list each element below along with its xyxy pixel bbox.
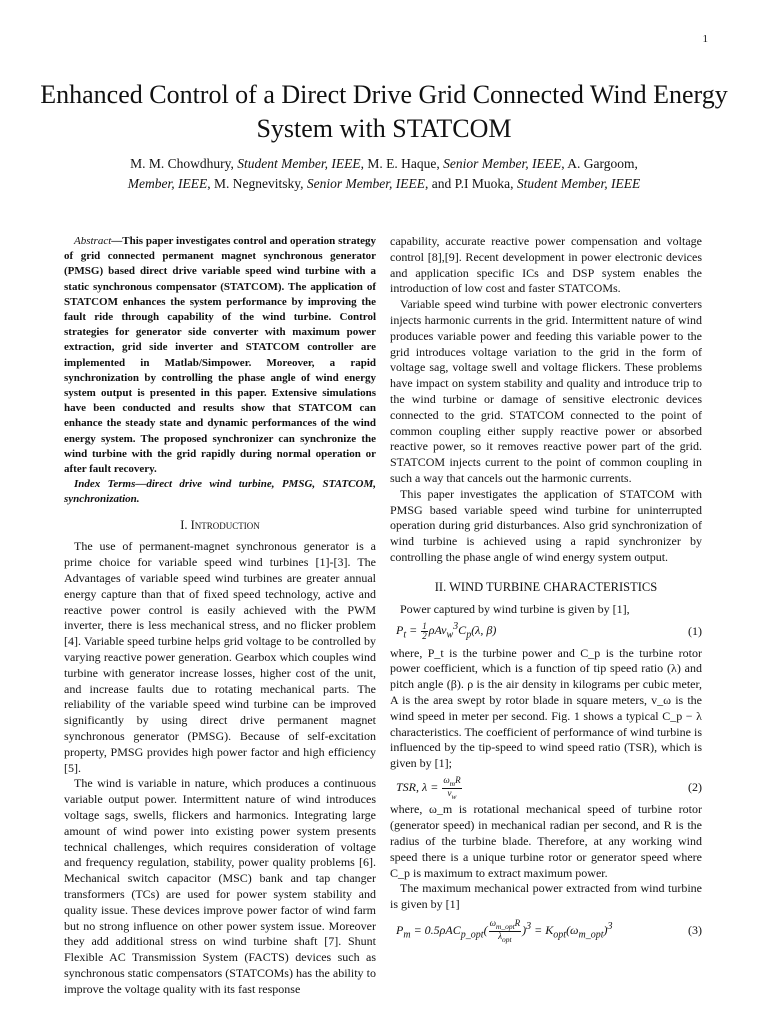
index-terms: Index Terms—direct drive wind turbine, PMSG, STATCOM, synchronization. [64, 478, 376, 506]
equation-3-number: (3) [688, 923, 702, 938]
intro-paragraph-1: The use of permanent-magnet synchronous generator is a prime choice for variable speed wind turbines [1]-[3]. The Advantages of variable speed wind turbines are greater annual energy capture than that of fixed speed technology, active and reactive power control is easily achieved with the PWM inverter, there is less mechanical stress, and no flicker problem [4]. Variable speed turbine helps grid voltage to be controlled by varying reactive power generation. Gearbox which couples wind turbine with generator increase losses, higher cost of the unit, and increase faults due to rotating mechanical parts. The reliability of the variable speed wind turbine can be improved significantly by using direct drive permanent magnet synchronous generator (PMSG). Because of self-excitation property, PMSG provides high power factor and high efficiency [5]. [64, 539, 376, 775]
author-2: , M. E. Haque, [360, 156, 444, 171]
abstract-label: Abstract [74, 235, 112, 247]
author-2-role: Senior Member, IEEE [443, 156, 562, 171]
section-1-title: Introduction [190, 517, 260, 532]
equation-2-body: TSR, λ = $\frac{\omega_mR}{v_w}$ [396, 774, 461, 801]
equation-2 [390, 776, 702, 801]
author-4-role: Senior Member, IEEE [306, 176, 425, 191]
abstract-text: —This paper investigates control and operation strategy of grid connected permanent magnet synchronous generator (PMSG) based direct drive variable speed wind turbine with a static synchronous compensator (STATCOM). The application of STATCOM enhances the system performance by improving the fault ride through capability of the wind turbine. Control strategies for generator side converter with maximum power extraction, grid side inverter and STATCOM controller are implemented in Matlab/Simpower. Moreover, a rapid synchronization by controlling the phase angle of wind energy system output is presented in this paper. Extensive simulations have been conducted and results show that STATCOM can enhance the steady state and dynamic performances of the wind energy system. The proposed synchronizer can synchronize the wind turbine with the grid rapidly during normal operation or after fault recovery. [64, 235, 376, 476]
author-4: , M. Negnevitsky, [207, 176, 307, 191]
paper-title: Enhanced Control of a Direct Drive Grid Connected Wind Energy System with STATCOM [40, 80, 728, 143]
equation-2-explanation: where, ω_m is rotational mechanical speed of turbine rotor (generator speed) in mechanical radian per second, and R is the radius of the turbine blade. Therefore, at any working wind speed there is a unique turbine rotor or generator speed where C_p is maximum to extract maximum power. [390, 802, 702, 880]
abstract [64, 234, 376, 477]
author-5-role: Student Member, IEEE [516, 176, 641, 191]
section-2-heading: II. WIND TURBINE CHARACTERISTICS [434, 579, 658, 594]
author-list [40, 154, 728, 194]
power-capture-intro: Power captured by wind turbine is given by [1], [400, 601, 630, 616]
intro-paragraph-4: Variable speed wind turbine with power electronic converters injects harmonic currents in the grid. Intermittent nature of wind produces variable power and feeding this variable power to the grid introduces voltage variation to the grid in the form of voltage sag, voltage swell and voltage flickers. These problems have impact on system stability and quality and introduce trip to the wind turbine or damage of sensitive electronic devices connected to the grid. STATCOM connected to the point of common coupling either supply reactive power or absorbed reactive power, so it removes reactive power part of the grid. STATCOM injects current to the point of common coupling in such a way that cancels out the harmonic currents. [390, 297, 702, 485]
equation-1-explanation: where, P_t is the turbine power and C_p is the turbine rotor power coefficient, which is a function of tip speed ratio (λ) and pitch angle (β). ρ is the air density in kilograms per cubic meter, A is the area swept by rotor blade in square meters, v_ω is the wind speed in meter per second. Fig. 1 shows a typical C_p − λ characteristics. The coefficient of performance of wind turbine is influenced by the tip-speed to wind speed ratio (TSR), which is given by [1]; [390, 645, 702, 771]
left-column [64, 234, 376, 998]
author-5: , and P.I Muoka, [424, 176, 517, 191]
intro-paragraph-5: This paper investigates the application of STATCOM with PMSG based variable speed wind turbine for uninterrupted operation during grid disturbances. Also grid synchronization of wind turbine is achieved using a rapid synchronizer by controlling the phase angle of wind energy system output. [390, 486, 702, 564]
intro-paragraph-2: The wind is variable in nature, which produces a continuous variable output power. Intermittent nature of wind introduces voltage sags, swells, flickers and harmonics. Integrating large amount of wind power into existing power system presents technical challenges, which requires consideration of voltage and frequency regulation, stability, power quality problems [6]. Mechanical switch capacitor (MSC) bank and tap changer transformers (TCs) are used for power system stability and quality issue. These devices improve power factor of wind farm but no strong influence on other power system issue. Moreover they add additional stress on wind turbine shaft [7]. Shunt Flexible AC Transmission System (FACTS) devices such as synchronous static compensators (STATCOMs) has the ability to improve the voltage quality with its fast response [64, 776, 376, 996]
section-1-heading [64, 518, 376, 534]
equation-3 [390, 919, 702, 944]
author-3: , A. Gargoom, [561, 156, 638, 171]
equation-1 [390, 619, 702, 643]
equation-3-body: $P_m = 0.5\rho AC_{p\_opt}$( $\frac{\omega_{m\_opt}R}{\lambda_{opt}}$ )$^3 = K_{opt}(\omega_{m\_opt})^3$ [396, 918, 613, 944]
max-power-intro: The maximum mechanical power extracted from wind turbine is given by [1] [390, 881, 702, 912]
page-number: 1 [702, 33, 708, 45]
equation-1-number: (1) [688, 623, 702, 638]
section-1-number: I. [180, 517, 191, 532]
equation-2-number: (2) [688, 780, 702, 795]
author-1: M. M. Chowdhury, [130, 156, 238, 171]
right-column [390, 234, 702, 946]
intro-paragraph-3: capability, accurate reactive power compensation and voltage control [8],[9]. Recent development in power electronic devices and application specific ICs and DSP system enables the introduction of low cost and faster STATCOMs. [390, 234, 702, 296]
author-3-role: Member, IEEE [127, 176, 208, 191]
author-1-role: Student Member, IEEE [237, 156, 361, 171]
equation-1-body: $P_t$ = $\frac{1}{2}$ $\rho Av_w^3C_p(\lambda$, β) [396, 621, 497, 642]
